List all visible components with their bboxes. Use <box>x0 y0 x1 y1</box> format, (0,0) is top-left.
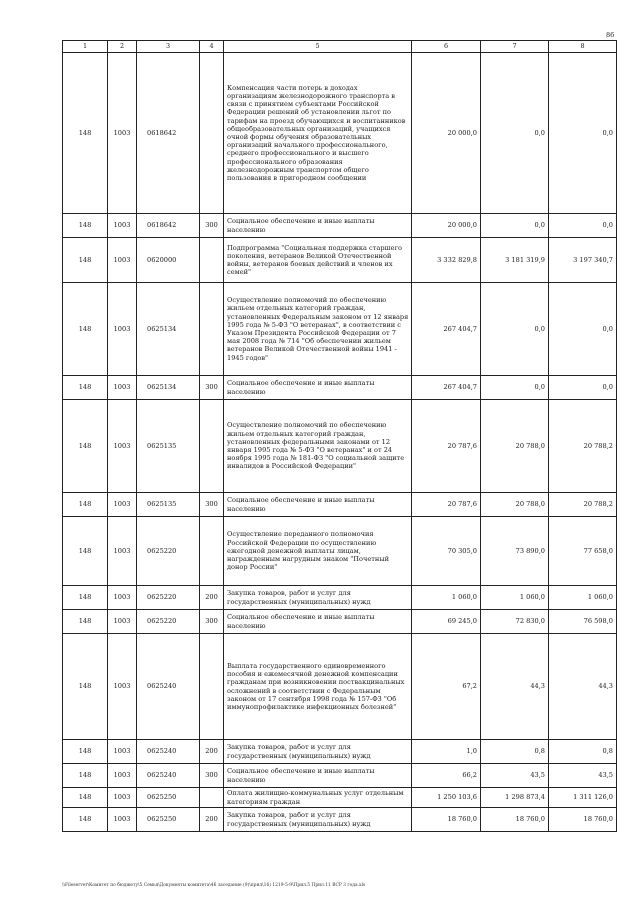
grbs-code-cell: 148 <box>63 53 108 214</box>
description-cell: Закупка товаров, работ и услуг для государственных (муниципальных) нужд <box>224 586 412 610</box>
amount-year3-cell: 0,0 <box>549 283 617 376</box>
table-row <box>63 634 617 740</box>
expense-type-cell <box>200 400 224 493</box>
description-cell: Социальное обеспечение и иные выплаты населению <box>224 764 412 788</box>
section-code-cell: 1003 <box>108 808 137 832</box>
table-row <box>63 808 617 832</box>
description-cell: Закупка товаров, работ и услуг для государственных (муниципальных) нужд <box>224 740 412 764</box>
grbs-code-cell: 148 <box>63 238 108 283</box>
description-cell: Закупка товаров, работ и услуг для государственных (муниципальных) нужд <box>224 808 412 832</box>
amount-year3-cell: 43,5 <box>549 764 617 788</box>
expense-type-cell: 300 <box>200 493 224 517</box>
expense-type-cell <box>200 53 224 214</box>
amount-year3-cell: 20 788,2 <box>549 400 617 493</box>
budget-table <box>62 40 617 832</box>
amount-year3-cell: 1 060,0 <box>549 586 617 610</box>
section-code-cell: 1003 <box>108 400 137 493</box>
section-code-cell: 1003 <box>108 517 137 586</box>
expense-type-cell: 200 <box>200 586 224 610</box>
table-row <box>63 610 617 634</box>
description-cell: Осуществление полномочий по обеспечению жильем отдельных категорий граждан, установленных федеральными законами от 12 января 1995 года № 5-ФЗ "О ветеранах" и от 24 ноября 1995 года № 181-ФЗ "О социальной защите инвалидов в Российской Федерации" <box>224 400 412 493</box>
grbs-code-cell: 148 <box>63 376 108 400</box>
table-row <box>63 788 617 808</box>
table-header-row <box>63 41 617 53</box>
amount-year3-cell: 0,0 <box>549 214 617 238</box>
amount-year2-cell: 18 760,0 <box>481 808 549 832</box>
grbs-code-cell: 148 <box>63 214 108 238</box>
amount-year1-cell: 1 060,0 <box>412 586 481 610</box>
target-article-cell: 0625240 <box>137 740 200 764</box>
section-code-cell: 1003 <box>108 376 137 400</box>
target-article-cell: 0625240 <box>137 764 200 788</box>
description-cell: Подпрограмма "Социальная поддержка старшего поколения, ветеранов Великой Отечественной войны, ветеранов боевых действий и членов их семей" <box>224 238 412 283</box>
section-code-cell: 1003 <box>108 740 137 764</box>
table-row <box>63 517 617 586</box>
grbs-code-cell: 148 <box>63 517 108 586</box>
grbs-code-cell: 148 <box>63 283 108 376</box>
expense-type-cell: 300 <box>200 610 224 634</box>
target-article-cell: 0625134 <box>137 283 200 376</box>
section-code-cell: 1003 <box>108 788 137 808</box>
amount-year1-cell: 69 245,0 <box>412 610 481 634</box>
amount-year2-cell: 43,5 <box>481 764 549 788</box>
amount-year2-cell: 1 060,0 <box>481 586 549 610</box>
amount-year2-cell: 0,8 <box>481 740 549 764</box>
target-article-cell: 0620000 <box>137 238 200 283</box>
amount-year3-cell: 18 760,0 <box>549 808 617 832</box>
grbs-code-cell: 148 <box>63 808 108 832</box>
grbs-code-cell: 148 <box>63 400 108 493</box>
target-article-cell: 0625220 <box>137 610 200 634</box>
amount-year2-cell: 72 830,0 <box>481 610 549 634</box>
table-row <box>63 238 617 283</box>
description-cell: Социальное обеспечение и иные выплаты населению <box>224 610 412 634</box>
amount-year3-cell: 0,8 <box>549 740 617 764</box>
section-code-cell: 1003 <box>108 214 137 238</box>
header-cell: 7 <box>481 41 549 53</box>
amount-year2-cell: 20 788,0 <box>481 400 549 493</box>
description-cell: Оплата жилищно-коммунальных услуг отдельным категориям граждан <box>224 788 412 808</box>
page-number: 86 <box>606 31 615 39</box>
target-article-cell: 0625135 <box>137 400 200 493</box>
amount-year2-cell: 20 788,0 <box>481 493 549 517</box>
header-cell: 1 <box>63 41 108 53</box>
table-row <box>63 376 617 400</box>
description-cell: Осуществление полномочий по обеспечению жильем отдельных категорий граждан, установленных Федеральным законом от 12 января 1995 года № 5-ФЗ "О ветеранах", в соответствии с Указом Президента Российской Федерации от 7 мая 2008 года № 714 "Об обеспечении жильем ветеранов Великой Отечественной войны 1941 - 1945 годов" <box>224 283 412 376</box>
expense-type-cell: 200 <box>200 740 224 764</box>
amount-year2-cell: 0,0 <box>481 376 549 400</box>
section-code-cell: 1003 <box>108 610 137 634</box>
section-code-cell: 1003 <box>108 634 137 740</box>
expense-type-cell <box>200 238 224 283</box>
section-code-cell: 1003 <box>108 283 137 376</box>
description-cell: Компенсация части потерь в доходах организациям железнодорожного транспорта в связи с принятием субъектами Российской Федерации решений об установлении льгот по тарифам на проезд обучающихся и воспитанников общеобразовательных организаций, учащихся очной формы обучения образовательных организаций начального профессионального, среднего профессионального и высшего профессионального образования железнодорожным транспортом общего пользования в пригородном сообщении <box>224 53 412 214</box>
target-article-cell: 0625250 <box>137 788 200 808</box>
amount-year1-cell: 70 305,0 <box>412 517 481 586</box>
section-code-cell: 1003 <box>108 764 137 788</box>
amount-year2-cell: 0,0 <box>481 214 549 238</box>
expense-type-cell <box>200 283 224 376</box>
description-cell: Выплата государственного единовременного пособия и ежемесячной денежной компенсации гражданам при возникновении поствакцинальных осложнений в соответствии с Федеральным законом от 17 сентября 1998 года № 157-ФЗ "Об иммунопрофилактике инфекционных болезней" <box>224 634 412 740</box>
amount-year2-cell: 0,0 <box>481 283 549 376</box>
amount-year1-cell: 3 332 829,8 <box>412 238 481 283</box>
table-row <box>63 764 617 788</box>
target-article-cell: 0618642 <box>137 214 200 238</box>
header-cell: 5 <box>224 41 412 53</box>
grbs-code-cell: 148 <box>63 740 108 764</box>
expense-type-cell: 300 <box>200 376 224 400</box>
amount-year2-cell: 44,3 <box>481 634 549 740</box>
target-article-cell: 0625220 <box>137 586 200 610</box>
amount-year2-cell: 73 890,0 <box>481 517 549 586</box>
expense-type-cell <box>200 788 224 808</box>
amount-year1-cell: 1 250 103,6 <box>412 788 481 808</box>
section-code-cell: 1003 <box>108 53 137 214</box>
amount-year1-cell: 267 404,7 <box>412 283 481 376</box>
header-cell: 2 <box>108 41 137 53</box>
table-row <box>63 740 617 764</box>
amount-year2-cell: 1 298 873,4 <box>481 788 549 808</box>
amount-year1-cell: 66,2 <box>412 764 481 788</box>
file-path-footer: \\Fileserver\Комитет по бюджету\5 Семья\Документы комитета\46 заседание (9)\прил\16) 1219-5-9\Прил.5 Прил.11 ВСР 3 года.xls <box>62 883 366 888</box>
expense-type-cell <box>200 634 224 740</box>
amount-year1-cell: 20 000,0 <box>412 214 481 238</box>
section-code-cell: 1003 <box>108 586 137 610</box>
grbs-code-cell: 148 <box>63 493 108 517</box>
target-article-cell: 0625134 <box>137 376 200 400</box>
table-row <box>63 283 617 376</box>
target-article-cell: 0625240 <box>137 634 200 740</box>
amount-year3-cell: 3 197 340,7 <box>549 238 617 283</box>
header-cell: 8 <box>549 41 617 53</box>
target-article-cell: 0625220 <box>137 517 200 586</box>
amount-year3-cell: 76 598,0 <box>549 610 617 634</box>
target-article-cell: 0625250 <box>137 808 200 832</box>
amount-year1-cell: 20 787,6 <box>412 400 481 493</box>
amount-year3-cell: 77 658,0 <box>549 517 617 586</box>
table-row <box>63 586 617 610</box>
description-cell: Социальное обеспечение и иные выплаты населению <box>224 376 412 400</box>
description-cell: Осуществление переданного полномочия Российской Федерации по осуществлению ежегодной денежной выплаты лицам, награжденным нагрудным знаком "Почетный донор России" <box>224 517 412 586</box>
grbs-code-cell: 148 <box>63 788 108 808</box>
table-row <box>63 214 617 238</box>
section-code-cell: 1003 <box>108 238 137 283</box>
target-article-cell: 0625135 <box>137 493 200 517</box>
amount-year3-cell: 1 311 126,0 <box>549 788 617 808</box>
amount-year1-cell: 267 404,7 <box>412 376 481 400</box>
amount-year1-cell: 67,2 <box>412 634 481 740</box>
expense-type-cell: 300 <box>200 764 224 788</box>
description-cell: Социальное обеспечение и иные выплаты населению <box>224 214 412 238</box>
amount-year3-cell: 20 788,2 <box>549 493 617 517</box>
expense-type-cell: 300 <box>200 214 224 238</box>
amount-year2-cell: 3 181 319,9 <box>481 238 549 283</box>
description-cell: Социальное обеспечение и иные выплаты населению <box>224 493 412 517</box>
header-cell: 3 <box>137 41 200 53</box>
target-article-cell: 0618642 <box>137 53 200 214</box>
header-cell: 4 <box>200 41 224 53</box>
table-row <box>63 53 617 214</box>
amount-year1-cell: 18 760,0 <box>412 808 481 832</box>
amount-year1-cell: 1,0 <box>412 740 481 764</box>
amount-year1-cell: 20 787,6 <box>412 493 481 517</box>
amount-year1-cell: 20 000,0 <box>412 53 481 214</box>
expense-type-cell: 200 <box>200 808 224 832</box>
grbs-code-cell: 148 <box>63 610 108 634</box>
header-cell: 6 <box>412 41 481 53</box>
amount-year3-cell: 44,3 <box>549 634 617 740</box>
grbs-code-cell: 148 <box>63 634 108 740</box>
amount-year3-cell: 0,0 <box>549 53 617 214</box>
expense-type-cell <box>200 517 224 586</box>
table-row <box>63 493 617 517</box>
grbs-code-cell: 148 <box>63 586 108 610</box>
amount-year3-cell: 0,0 <box>549 376 617 400</box>
grbs-code-cell: 148 <box>63 764 108 788</box>
amount-year2-cell: 0,0 <box>481 53 549 214</box>
table-row <box>63 400 617 493</box>
section-code-cell: 1003 <box>108 493 137 517</box>
